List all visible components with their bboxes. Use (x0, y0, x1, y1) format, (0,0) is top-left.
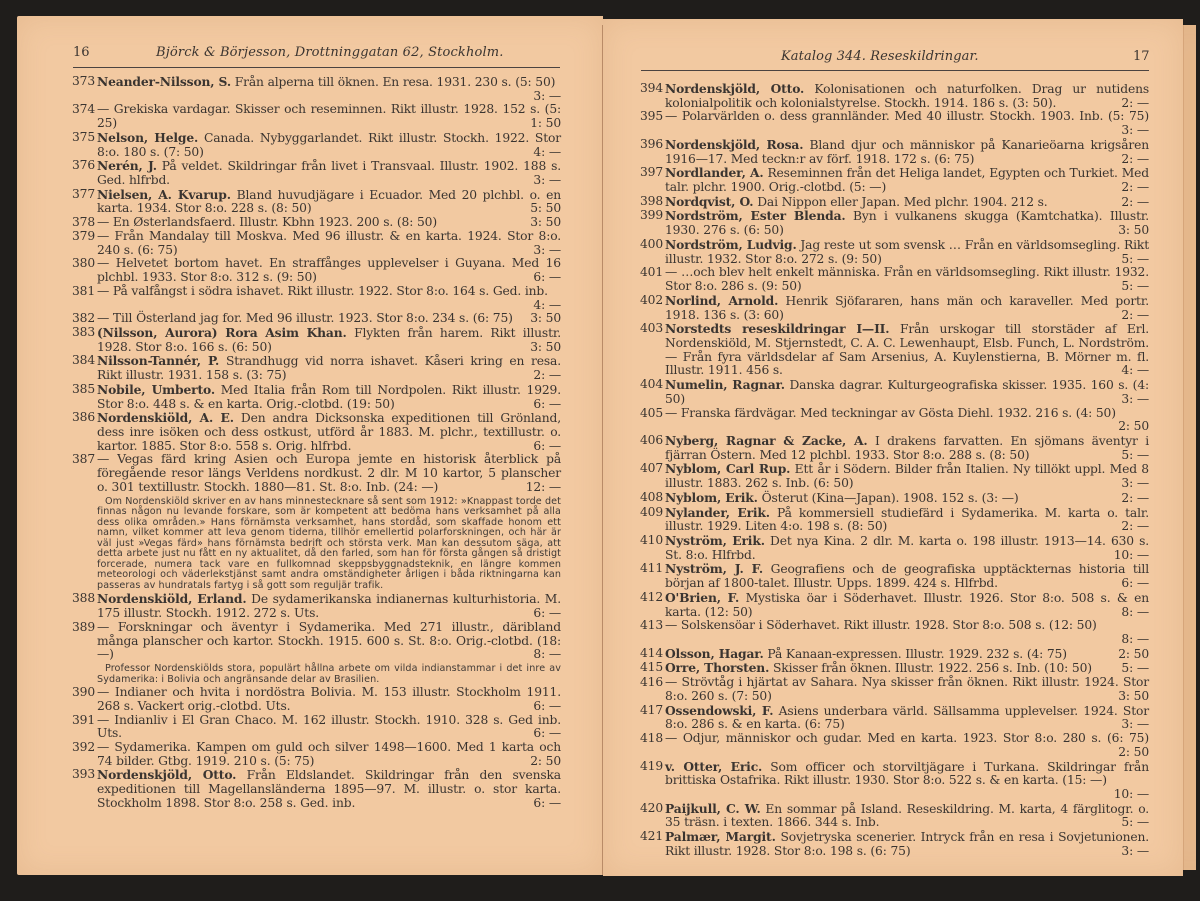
entry-description: Mystiska öar i Söderhavet. Illustr. 1926. Stor 8:o. 508 s. & en karta. (12: 50) (665, 590, 1149, 619)
entry-number: 414 (640, 645, 664, 660)
entry-price: 2: — (533, 368, 561, 383)
entry-author: Nordenskjöld, Otto. (665, 81, 805, 96)
entry-price: 6: — (533, 726, 561, 741)
catalog-entry (72, 103, 561, 130)
entry-description: I drakens farvatten. En sjömans äventyr i fjärran Östern. Med 12 plchbl. 1933. Stor 8:o. 288 s. (8: 50) (665, 433, 1149, 462)
entry-number: 390 (72, 685, 96, 700)
entry-body (97, 326, 561, 354)
catalog-entry (72, 592, 561, 620)
entry-body (97, 131, 561, 159)
catalog-entry (640, 238, 1149, 266)
catalog-entry (72, 383, 561, 411)
entry-author: Orre, Thorsten. (665, 660, 770, 676)
catalog-entry (72, 257, 561, 284)
entry-body (665, 166, 1149, 194)
entry-description: Bland huvudjägare i Ecuador. Med 20 plchbl. o. en karta. 1934. Stor 8:o. 228 s. (8: 50) (97, 187, 561, 216)
catalog-entry (72, 326, 561, 354)
entry-price: 3: 50 (530, 215, 561, 230)
entry-price: 5: — (1121, 251, 1149, 266)
entry-number: 409 (640, 504, 664, 519)
entry-description: Som officer och storviltjägare i Turkana. Skildringar från brittiska Ostafrika. Rikt illustr. 1930. Stor 8:o. 522 s. & en karta. (15: —) (665, 759, 1149, 788)
entry-author: Nordström, Ludvig. (665, 236, 797, 252)
entry-author: Nerén, J. (97, 158, 157, 174)
right-entries-list (640, 82, 1149, 859)
catalog-entry (640, 661, 1149, 676)
catalog-entry (72, 453, 561, 494)
entry-description: På veldet. Skildringar från livet i Transvaal. Illustr. 1902. 188 s. Ged. hlfrbd. (97, 159, 561, 188)
entry-author: (Nilsson, Aurora) Rora Asim Khan. (97, 324, 347, 340)
entry-number: 381 (72, 283, 96, 298)
entry-number: 408 (640, 489, 664, 504)
entry-description: På kommersiell studiefärd i Sydamerika. M. karta o. talr. illustr. 1929. Liten 4:o. 198 s. (8: 50) (665, 505, 1149, 534)
entry-number: 399 (640, 208, 664, 223)
entry-description: Från urskogar till storstäder af Erl. Nordenskiöld, M. Stjernstedt, C. A. C. Lewenhaupt, Elsb. Funch, L. Nordström. — Från fyra världsdelar af Sam Arsenius, A. Kuylenstierna, B. Mörner m. fl. Illustr. 1911. 456 s. (665, 322, 1149, 378)
entry-body (97, 453, 561, 494)
entry-body (665, 407, 1149, 434)
entry-author: Norstedts reseskildringar I—II. (665, 321, 890, 337)
entry-price: 3: — (1121, 391, 1149, 406)
entry-description: Strandhugg vid norra ishavet. Kåseri kring en resa. Rikt illustr. 1931. 158 s. (3: 75) (97, 354, 561, 383)
entry-number: 386 (72, 410, 96, 425)
note-text: Om Nordenskiöld skriver en av hans minnestecknare så sent som 1912: »Knappast torde det finnas någon nu levande forskare, som är kompetent att bedöma hans verksamhet på alla dess olika områden.» Hans förnämsta verksamhet, hans stordåd, som skaffade honom ett namn, vilket kommer att leva genom tiderna, tillhör emellertid polarforskningen, och här är väl just »Vegas färd» hans förnämsta bedrift och största verk. Man kan dessutom säga, att detta arbete just nu fått en ny aktualitet, då den farled, som han för första gången så dristigt forcerade, numera tack vare en fullkomnad skeppsbyggnadsteknik, en längre kommen meteorologi och väderlekstjänst samt andra omständigheter årligen i båda riktningarna kan passeras av hundratals fartyg i så gott som reguljär trafik. (97, 495, 561, 591)
entry-body (97, 354, 561, 382)
entry-price: 5: 50 (530, 201, 561, 216)
left-header-rule (73, 67, 560, 68)
entry-price: 2: — (1121, 490, 1149, 505)
entry-number: 383 (72, 324, 96, 339)
entry-body (97, 741, 561, 768)
catalog-entry (72, 216, 561, 230)
left-entries-list (72, 75, 561, 811)
entry-price: 2: 50 (1118, 419, 1149, 434)
entry-price: 2: — (1121, 180, 1149, 195)
catalog-entry (640, 619, 1149, 646)
entry-body (665, 534, 1149, 562)
entry-description: Från alperna till öknen. En resa. 1931. 230 s. (5: 50) (234, 75, 556, 89)
page-stack-edge (1183, 25, 1196, 870)
entry-number: 389 (72, 619, 96, 634)
spine-fold (602, 25, 603, 875)
catalog-entry (640, 166, 1149, 194)
entry-number: 384 (72, 353, 96, 368)
entry-description: De sydamerikanska indianernas kulturhistoria. M. 175 illustr. Stockh. 1912. 272 s. Uts. (97, 592, 561, 621)
catalog-entry (640, 562, 1149, 590)
entry-number: 388 (72, 591, 96, 606)
entry-body (97, 216, 561, 230)
entry-author: Nyström, J. F. (665, 561, 764, 577)
entry-price: 3: — (1121, 717, 1149, 732)
entry-body (665, 378, 1149, 406)
entry-body (97, 411, 561, 453)
entry-price: 3: — (1121, 476, 1149, 491)
entry-price: 3: — (533, 88, 561, 103)
catalog-entry (640, 676, 1149, 703)
entry-author: Nyblom, Erik. (665, 489, 758, 505)
entry-price: 4: — (533, 144, 561, 159)
catalog-entry (640, 434, 1149, 462)
entry-price: 6: — (533, 698, 561, 713)
entry-author: Nelson, Helge. (97, 129, 199, 145)
entry-price: 2: — (1121, 519, 1149, 534)
entry-author: Nyberg, Ragnar & Zacke, A. (665, 432, 868, 448)
entry-author: Numelin, Ragnar. (665, 377, 785, 393)
entry-description: — Strövtåg i hjärtat av Sahara. Nya skisser från öknen. Rikt illustr. 1924. Stor 8:o. 260 s. (7: 50) (665, 675, 1149, 703)
entry-price: 6: — (533, 270, 561, 285)
entry-description: Dai Nippon eller Japan. Med plchr. 1904. 212 s. (757, 194, 1048, 209)
entry-body (665, 82, 1149, 110)
entry-description: Flykten från harem. Rikt illustr. 1928. Stor 8:o. 166 s. (6: 50) (97, 325, 561, 354)
entry-body (97, 383, 561, 411)
entry-number: 418 (640, 731, 664, 746)
entry-number: 395 (640, 109, 664, 124)
entry-body (97, 686, 561, 713)
entry-description: Sovjetryska scenerier. Intryck från en resa i Sovjetunionen. Rikt illustr. 1928. Stor 8:o. 198 s. (6: 75) (665, 830, 1150, 858)
entry-body (665, 195, 1149, 210)
entry-number: 398 (640, 193, 664, 208)
entry-number: 378 (72, 215, 96, 230)
right-page-number: 17 (1133, 49, 1150, 64)
entry-description: — Franska färdvägar. Med teckningar av Gösta Diehl. 1932. 216 s. (4: 50) (665, 405, 1116, 420)
entry-body (97, 621, 561, 662)
catalog-entry (640, 704, 1149, 732)
entry-number: 401 (640, 265, 664, 280)
entry-description: Henrik Sjöfararen, hans män och karaveller. Med portr. 1918. 136 s. (3: 60) (665, 293, 1149, 322)
entry-price: 5: — (1121, 661, 1149, 676)
catalog-entry (640, 591, 1149, 619)
catalog-entry (640, 760, 1149, 802)
entry-number: 402 (640, 292, 664, 307)
entry-price: 2: — (1121, 194, 1149, 209)
catalog-entry (72, 159, 561, 187)
entry-price: 1: 50 (530, 116, 561, 131)
entry-body (665, 802, 1149, 830)
entry-number: 413 (640, 618, 664, 633)
catalog-entry (640, 491, 1149, 506)
entry-body (665, 138, 1149, 166)
entry-author: Nordström, Ester Blenda. (665, 208, 846, 224)
catalog-entry (640, 266, 1149, 293)
entry-author: v. Otter, Eric. (665, 758, 763, 774)
entry-body (665, 732, 1149, 759)
entry-body (665, 562, 1149, 590)
entry-body (665, 704, 1149, 732)
catalog-entry (640, 732, 1149, 759)
entry-description: — Polarvärlden o. dess grannländer. Med 40 illustr. Stockh. 1903. Inb. (5: 75) (665, 109, 1149, 124)
entry-description: Byn i vulkanens skugga (Kamtchatka). Illustr. 1930. 276 s. (6: 50) (665, 209, 1149, 238)
entry-body (97, 188, 561, 216)
entry-price: 5: — (1121, 279, 1149, 294)
entry-number: 387 (72, 452, 96, 467)
entry-number: 374 (72, 102, 96, 117)
entry-number: 420 (640, 800, 664, 815)
catalog-entry (640, 82, 1149, 110)
entry-author: Nyström, Erik. (665, 533, 765, 548)
entry-author: Nobile, Umberto. (97, 381, 215, 397)
entry-number: 392 (72, 740, 96, 755)
entry-price: 6: — (533, 606, 561, 621)
catalog-entry (72, 312, 561, 326)
catalog-entry (640, 138, 1149, 166)
entry-body (665, 294, 1149, 322)
entry-body (665, 434, 1149, 462)
entry-description: En sommar på Island. Reseskildring. M. karta, 4 färglitogr. o. 35 träsn. i texten. 1866. 344 s. Inb. (665, 801, 1149, 830)
entry-price: 3: 50 (530, 311, 561, 326)
catalog-entry (640, 647, 1149, 662)
entry-price: 2: 50 (1118, 744, 1149, 759)
entry-author: Ossendowski, F. (665, 702, 774, 718)
entry-author: Nilsson-Tannér, P. (97, 353, 220, 369)
entry-description: — Grekiska vardagar. Skisser och reseminnen. Rikt illustr. 1928. 152 s. (5: 25) (97, 102, 561, 131)
entry-description: — Indianliv i El Gran Chaco. M. 162 illustr. Stockh. 1910. 328 s. Ged inb. Uts. (97, 712, 561, 741)
entry-number: 382 (72, 311, 96, 326)
catalog-entry (72, 686, 561, 713)
entry-number: 411 (640, 561, 664, 576)
entry-number: 380 (72, 256, 96, 271)
entry-description: — Indianer och hvita i nordöstra Bolivia. M. 153 illustr. Stockholm 1911. 268 s. Vackert orig.-clotbd. Uts. (97, 685, 561, 713)
entry-description: Bland djur och människor på Kanarieöarna krigsåren 1916—17. Med teckn:r av förf. 1918. 172 s. (6: 75) (665, 137, 1150, 166)
entry-number: 396 (640, 136, 664, 151)
catalog-entry (640, 506, 1149, 534)
entry-price: 2: — (1121, 307, 1149, 322)
entry-price: 6: — (533, 396, 561, 411)
entry-body (97, 159, 561, 187)
catalog-entry (640, 534, 1149, 562)
entry-description: Canada. Nybyggarlandet. Rikt illustr. Stockh. 1922. Stor 8:o. 180 s. (7: 50) (97, 130, 561, 159)
entry-body (97, 768, 561, 810)
entry-number: 417 (640, 702, 664, 717)
entry-description: Österut (Kina—Japan). 1908. 152 s. (3: —) (761, 490, 1019, 505)
entry-description: — …och blev helt enkelt människa. Från en världsomsegling. Rikt illustr. 1932. Stor 8:o. 286 s. (9: 50) (665, 265, 1149, 294)
entry-description: Geografiens och de geografiska upptäckternas historia till början af 1800-talet. Illustr. Upps. 1899. 424 s. Hlfrbd. (665, 562, 1149, 591)
entry-body (665, 462, 1149, 490)
entry-number: 407 (640, 461, 664, 476)
entry-author: Nordenskjöld, Rosa. (665, 136, 804, 152)
entry-number: 406 (640, 432, 664, 447)
entry-description: Det nya Kina. 2 dlr. M. karta o. 198 illustr. 1913—14. 630 s. St. 8:o. Hlfrbd. (665, 534, 1150, 562)
entry-description: Kolonisationen och naturfolken. Drag ur nutidens kolonialpolitik och kolonialstyrelse. Stockh. 1914. 186 s. (3: 50). (665, 82, 1149, 110)
catalog-entry (640, 378, 1149, 406)
entry-price: 3: — (533, 242, 561, 257)
entry-description: Från Eldslandet. Skildringar från den svenska expeditionen till Magellansländerna 1895—97. M. illustr. o. stor karta. Stockholm 1898. Stor 8:o. 258 s. Ged. inb. (97, 768, 561, 810)
entry-price: 4: — (533, 297, 561, 312)
entry-body (665, 619, 1149, 646)
entry-body (665, 110, 1149, 137)
entry-number: 377 (72, 186, 96, 201)
entry-body (97, 285, 561, 312)
entry-description: — Sydamerika. Kampen om guld och silver 1498—1600. Med 1 karta och 74 bilder. Gtbg. 1919. 210 s. (5: 75) (97, 740, 561, 768)
entry-body (665, 266, 1149, 293)
catalog-entry (72, 714, 561, 741)
entry-author: Nielsen, A. Kvarup. (97, 186, 231, 202)
entry-author: Nordenskiöld, Erland. (97, 591, 247, 607)
entry-author: Neander-Nilsson, S. (97, 74, 231, 89)
entry-body (97, 592, 561, 620)
entry-number: 419 (640, 758, 664, 773)
catalog-entry (72, 131, 561, 159)
entry-author: Nordlander, A. (665, 165, 764, 181)
entry-description: Danska dagrar. Kulturgeografiska skisser. 1935. 160 s. (4: 50) (665, 378, 1149, 406)
catalog-entry (72, 621, 561, 662)
catalog-entry (72, 768, 561, 810)
entry-description: Med Italia från Rom till Nordpolen. Rikt illustr. 1929. Stor 8:o. 448 s. & en karta. Orig.-clotbd. (19: 50) (97, 382, 561, 411)
entry-note (72, 497, 561, 592)
entry-body (665, 760, 1149, 802)
entry-description: Skisser från öknen. Illustr. 1922. 256 s. Inb. (10: 50) (773, 661, 1092, 676)
entry-price: 12: — (525, 479, 561, 494)
entry-price: 4: — (1121, 363, 1149, 378)
entry-body (97, 714, 561, 741)
entry-price: 6: — (1121, 576, 1149, 591)
entry-price: 3: 50 (530, 339, 561, 354)
entry-number: 394 (640, 81, 664, 95)
entry-body (97, 312, 561, 326)
catalog-entry (640, 294, 1149, 322)
entry-description: — Helvetet bortom havet. En straffånges upplevelser i Guyana. Med 16 plchbl. 1933. Stor 8:o. 312 s. (9: 50) (97, 256, 561, 285)
entry-author: Olsson, Hagar. (665, 645, 764, 661)
entry-price: 2: — (1121, 151, 1149, 166)
entry-body (665, 506, 1149, 534)
entry-price: 6: — (533, 795, 561, 810)
entry-number: 421 (640, 829, 664, 844)
entry-body (97, 230, 561, 257)
entry-author: Palmær, Margit. (665, 829, 776, 845)
catalog-entry (72, 411, 561, 453)
catalog-entry (640, 195, 1149, 210)
entry-body (665, 661, 1149, 676)
entry-description: Jag reste ut som svensk … Från en världsomsegling. Rikt illustr. 1932. Stor 8:o. 272 s. (9: 50) (665, 237, 1149, 266)
catalog-entry (640, 209, 1149, 237)
entry-body (665, 591, 1149, 619)
catalog-entry (640, 322, 1149, 378)
catalog-entry (640, 110, 1149, 137)
entry-description: Den andra Dicksonska expeditionen till Grönland, dess inre isöken och dess ostkust, utförd år 1883. M. plchr., textillustr. o. kartor. 1885. Stor 8:o. 558 s. Orig. hlfrbd. (97, 411, 561, 453)
entry-description: — En Østerlandsfaerd. Illustr. Kbhn 1923. 200 s. (8: 50) (97, 215, 437, 230)
catalog-entry (72, 75, 561, 103)
entry-description: Reseminnen från det Heliga landet, Egypten och Turkiet. Med talr. plchr. 1900. Orig.-clotbd. (5: —) (665, 166, 1150, 195)
entry-description: På Kanaan-expressen. Illustr. 1929. 232 s. (4: 75) (767, 646, 1067, 661)
entry-description: — Till Österland jag for. Med 96 illustr. 1923. Stor 8:o. 234 s. (6: 75) (97, 311, 513, 326)
entry-author: Nordenskjöld, Otto. (97, 767, 237, 783)
entry-price: 8: — (533, 647, 561, 662)
entry-body (97, 257, 561, 284)
entry-price: 10: — (1113, 786, 1149, 801)
entry-author: Norlind, Arnold. (665, 292, 779, 308)
entry-number: 373 (72, 74, 96, 88)
entry-author: Nylander, Erik. (665, 504, 770, 520)
entry-price: 3: 50 (1118, 688, 1149, 703)
entry-description: Asiens underbara värld. Sällsamma upplevelser. 1924. Stor 8:o. 286 s. & en karta. (6: 75) (665, 703, 1149, 732)
entry-number: 391 (72, 712, 96, 727)
entry-price: 3: — (1121, 123, 1149, 138)
entry-number: 375 (72, 129, 96, 144)
left-page-number: 16 (73, 45, 90, 60)
entry-body (665, 322, 1149, 378)
entry-body (665, 209, 1149, 237)
entry-number: 397 (640, 165, 664, 180)
entry-author: Nyblom, Carl Rup. (665, 461, 791, 477)
entry-description: Ett år i Södern. Bilder från Italien. Ny tillökt uppl. Med 8 illustr. 1883. 262 s. Inb. (6: 50) (665, 462, 1149, 491)
entry-price: 3: 50 (1118, 223, 1149, 238)
entry-author: Nordenskiöld, A. E. (97, 410, 234, 426)
note-text: Professor Nordenskiölds stora, populärt hållna arbete om vilda indianstammar i det inre av Sydamerika: i Bolivia och angränsande delar av Brasilien. (97, 663, 561, 685)
entry-number: 376 (72, 158, 96, 173)
entry-body (97, 103, 561, 130)
entry-note (72, 664, 561, 685)
right-header-rule (641, 70, 1149, 71)
entry-price: 8: — (1121, 604, 1149, 619)
catalog-entry (640, 462, 1149, 490)
catalog-entry (72, 285, 561, 312)
entry-number: 385 (72, 381, 96, 396)
entry-price: 3: — (533, 173, 561, 188)
catalog-entry (72, 354, 561, 382)
entry-description: — Från Mandalay till Moskva. Med 96 illustr. & en karta. 1924. Stor 8:o. 240 s. (6: 75) (97, 228, 561, 257)
catalog-entry (640, 802, 1149, 830)
entry-price: 5: — (1121, 815, 1149, 830)
entry-description: — Solskensöar i Söderhavet. Rikt illustr. 1928. Stor 8:o. 508 s. (12: 50) (665, 618, 1097, 633)
entry-author: Paijkull, C. W. (665, 800, 761, 816)
entry-price: 8: — (1121, 632, 1149, 647)
entry-price: 5: — (1121, 447, 1149, 462)
entry-body (665, 647, 1149, 662)
entry-number: 410 (640, 533, 664, 547)
catalog-entry (72, 230, 561, 257)
entry-body (665, 676, 1149, 703)
entry-description: — Vegas färd kring Asien och Europa jemte en historisk återblick på föregående resor längs Verldens nordkust. 2 dlr. M 10 kartor, 5 planscher o. 301 textillustr. Stockh. 1880—81. St. 8:o. Inb. (24: —) (97, 452, 561, 494)
entry-body (665, 491, 1149, 506)
entry-description: — Forskningar och äventyr i Sydamerika. Med 271 illustr., däribland många planscher och kartor. Stockh. 1915. 600 s. St. 8:o. Orig.-clotbd. (18: —) (97, 619, 561, 662)
entry-price: 3: — (1121, 843, 1149, 858)
entry-number: 400 (640, 236, 664, 251)
catalog-entry (72, 188, 561, 216)
entry-number: 379 (72, 228, 96, 243)
entry-body (97, 75, 561, 103)
entry-price: 2: — (1121, 95, 1149, 110)
entry-number: 415 (640, 660, 664, 675)
entry-number: 404 (640, 377, 664, 392)
entry-body (665, 238, 1149, 266)
right-running-title: Katalog 344. Reseskildringar. (781, 49, 979, 64)
catalog-entry (72, 741, 561, 768)
entry-description: — På valfångst i södra ishavet. Rikt illustr. 1922. Stor 8:o. 164 s. Ged. inb. (97, 283, 548, 298)
entry-author: O'Brien, F. (665, 589, 740, 605)
entry-price: 10: — (1113, 547, 1149, 562)
entry-number: 393 (72, 767, 96, 782)
entry-number: 403 (640, 321, 664, 336)
entry-body (665, 830, 1149, 858)
left-running-title: Björck & Börjesson, Drottninggatan 62, Stockholm. (156, 45, 504, 60)
entry-price: 6: — (533, 438, 561, 453)
entry-number: 416 (640, 675, 664, 690)
entry-price: 2: 50 (530, 753, 561, 768)
entry-number: 412 (640, 589, 664, 604)
entry-number: 405 (640, 405, 664, 420)
entry-price: 2: 50 (1118, 646, 1149, 661)
entry-description: — Odjur, människor och gudar. Med en karta. 1923. Stor 8:o. 280 s. (6: 75) (665, 731, 1149, 746)
catalog-entry (640, 407, 1149, 434)
catalog-entry (640, 830, 1149, 858)
entry-author: Nordqvist, O. (665, 193, 754, 209)
